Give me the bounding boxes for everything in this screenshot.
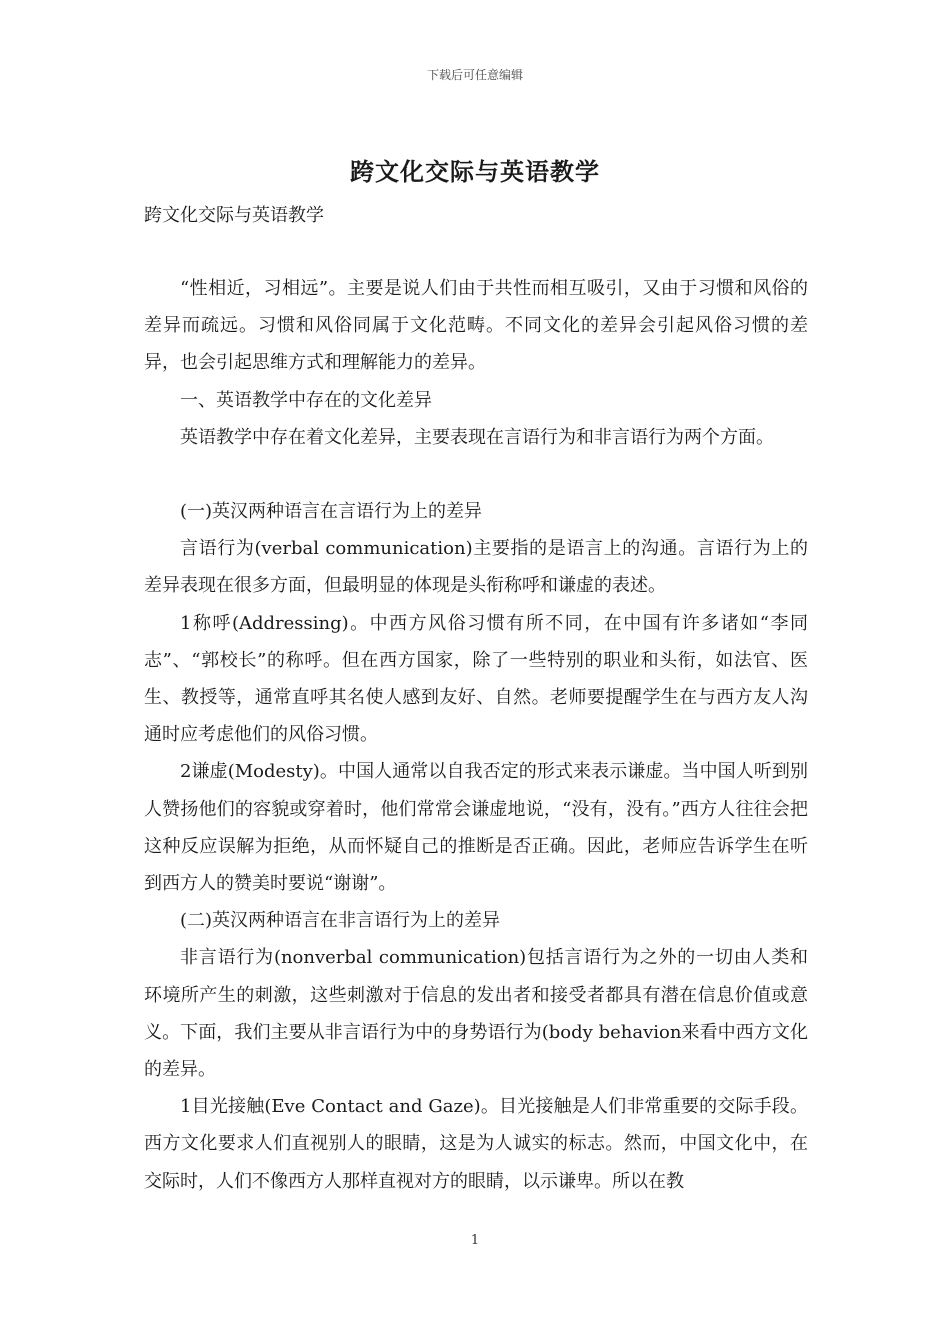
subsection-heading-verbal: (一)英汉两种语言在言语行为上的差异 xyxy=(180,501,483,523)
paragraph-nonverbal-definition: 非言语行为(nonverbal communication)包括言语行为之外的一切由人类和环境所产生的刺激，这些刺激对于信息的发出者和接受者都具有潜在信息价值或意义。下面，我们主要从非言语行为中的身势语行为(body behavion来看中西方文化的差异。 xyxy=(144,947,808,1081)
page-header-note: 下载后可任意编辑 xyxy=(426,68,523,82)
document-subtitle: 跨文化交际与英语教学 xyxy=(144,205,324,226)
subsection-heading-nonverbal: (二)英汉两种语言在非言语行为上的差异 xyxy=(180,910,501,932)
paragraph-intro: “性相近，习相远”。主要是说人们由于共性而相互吸引，又由于习惯和风俗的差异而疏远。习惯和风俗同属于文化范畴。不同文化的差异会引起风俗习惯的差异，也会引起思维方式和理解能力的差异。 xyxy=(144,278,808,374)
page-number: 1 xyxy=(470,1233,480,1248)
paragraph-addressing: 1称呼(Addressing)。中西方风俗习惯有所不同，在中国有许多诸如“李同志”、“郭校长”的称呼。但在西方国家，除了一些特别的职业和头衔，如法官、医生、教授等，通常直呼其名使人感到友好、自然。老师要提醒学生在与西方友人沟通时应考虑他们的风俗习惯。 xyxy=(144,612,808,746)
document-body xyxy=(144,270,808,1200)
paragraph-eye-contact: 1目光接触(Eve Contact and Gaze)。目光接触是人们非常重要的交际手段。西方文化要求人们直视别人的眼睛，这是为人诚实的标志。然而，中国文化中，在交际时，人们不像西方人那样直视对方的眼睛，以示谦卑。所以在教 xyxy=(144,1096,808,1192)
paragraph-verbal-definition: 言语行为(verbal communication)主要指的是语言上的沟通。言语行为上的差异表现在很多方面，但最明显的体现是头衔称呼和谦虚的表述。 xyxy=(144,538,808,597)
document-title: 跨文化交际与英语教学 xyxy=(350,157,600,186)
section-heading-1: 一、英语教学中存在的文化差异 xyxy=(180,389,432,411)
paragraph-section-1-intro: 英语教学中存在着文化差异，主要表现在言语行为和非言语行为两个方面。 xyxy=(180,426,774,448)
paragraph-modesty: 2谦虚(Modesty)。中国人通常以自我否定的形式来表示谦虚。当中国人听到别人赞扬他们的容貌或穿着时，他们常常会谦虚地说，“没有，没有。”西方人往往会把这种反应误解为拒绝，从而怀疑自己的推断是否正确。因此，老师应告诉学生在听到西方人的赞美时要说“谢谢”。 xyxy=(144,761,808,895)
